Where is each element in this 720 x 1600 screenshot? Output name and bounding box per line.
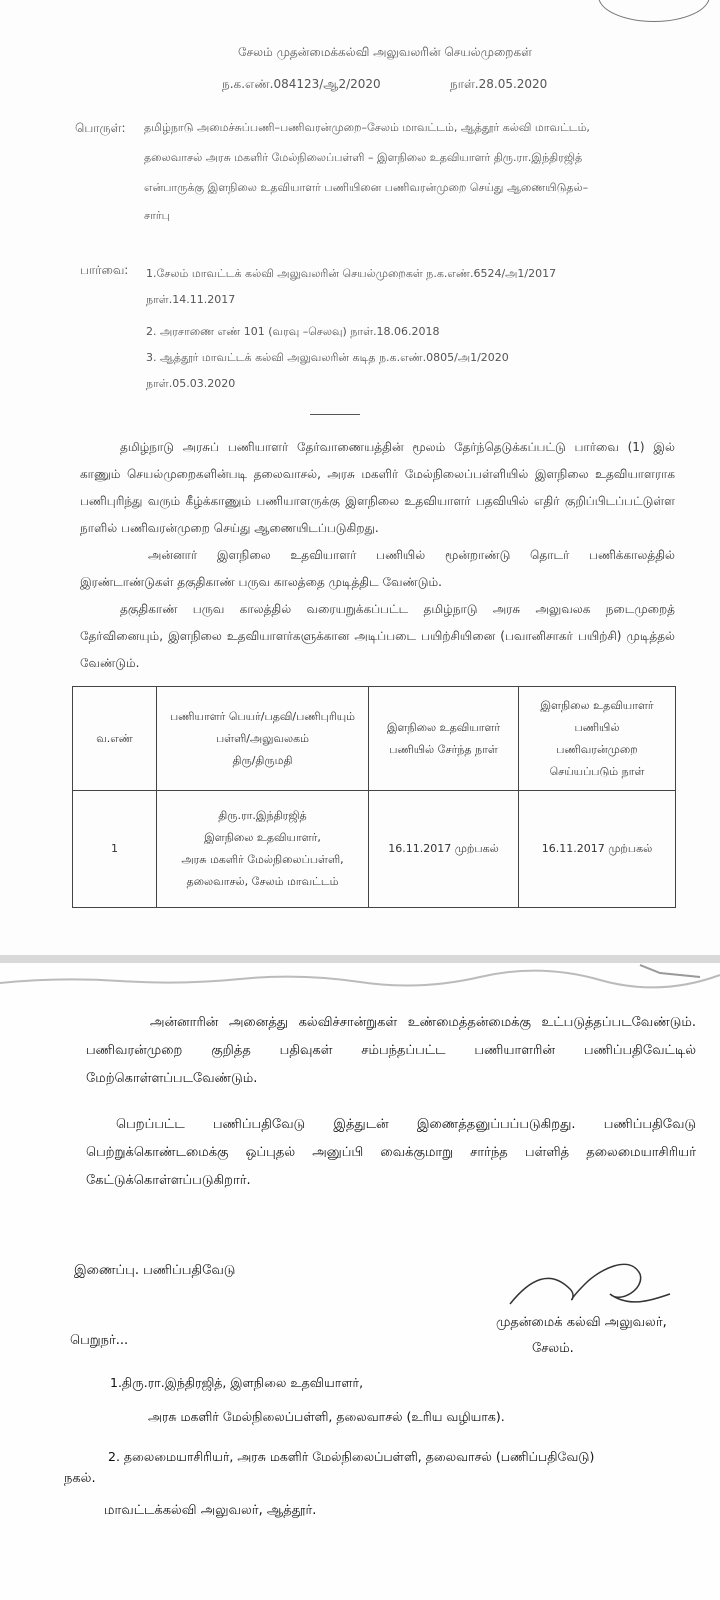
row-line: தலைவாசல், சேலம் மாவட்டம் (186, 875, 339, 888)
header-line: பணியாளர் பெயர்/பதவி/பணிபுரியும் (169, 709, 356, 723)
header-line: இளநிலை உதவியாளர் (386, 720, 501, 734)
reference-line: 1.சேலம் மாவட்டக் கல்வி அலுவலரின் செயல்முறைகள் ந.க.எண்.6524/அ1/2017 (146, 267, 557, 280)
signatory-title: முதன்மைக் கல்வி அலுவலர், (496, 1315, 667, 1330)
recipient-1-line-1: 1.திரு.ரா.இந்திரஜித், இளநிலை உதவியாளர், (110, 1375, 364, 1390)
body-paragraph-3 (80, 596, 675, 677)
reference-line: நாள்.14.11.2017 (146, 293, 236, 306)
header-join-date (369, 687, 519, 791)
header-line: செய்யப்படும் நாள் (549, 764, 645, 778)
table-header-row (73, 687, 676, 791)
recipients-label: பெறுநர்... (70, 1333, 129, 1348)
separator-line (310, 414, 360, 415)
signature-image (490, 1249, 680, 1319)
closing-paragraph-2 (86, 1111, 696, 1195)
row-employee-details (157, 791, 369, 908)
row-line: இளநிலை உதவியாளர், (204, 831, 321, 844)
body-paragraph-2 (80, 542, 675, 596)
signatory-place: சேலம். (532, 1341, 574, 1356)
recipient-1-line-2: அரசு மகளிர் மேல்நிலைப்பள்ளி, தலைவாசல் (உரிய வழியாக). (148, 1409, 505, 1424)
header-title: சேலம் முதன்மைக்கல்வி அலுவலரின் செயல்முறைகள் (238, 45, 532, 59)
letter-page-2 (0, 963, 720, 1600)
row-serial-number: 1 (73, 791, 157, 908)
reference-label: பார்வை: (80, 263, 129, 277)
header-reference-number: ந.க.எண்.084123/ஆ2/2020 (222, 77, 381, 91)
reference-line: 3. ஆத்தூர் மாவட்டக் கல்வி அலுவலரின் கடித ந.க.எண்.0805/அ1/2020 (146, 351, 509, 364)
regularization-table (72, 686, 676, 908)
header-line: பணியில் (574, 720, 620, 734)
body-paragraph-1-text: தமிழ்நாடு அரசுப் பணியாளர் தேர்வாணையத்தின் மூலம் தேர்ந்தெடுக்கப்பட்டு பார்வை (1) இல் காணும் செயல்முறைகளின்படி தலைவாசல், அரசு மகளிர் மேல்நிலைப்பள்ளியில் இளநிலை உதவியாளராக பணிபுரிந்து வரும் கீழ்க்காணும் பணியாளருக்கு இளநிலை உதவியாளர் பதவியில் எதிர் குறிப்பிடப்பட்டுள்ள நாளில் பணிவரன்முறை செய்து ஆணையிடப்படுகிறது. (80, 440, 675, 535)
page-gap (0, 955, 720, 963)
subject-label: பொருள்: (75, 121, 126, 135)
closing-paragraph-1 (86, 1009, 696, 1093)
reference-line: 2. அரசாணை எண் 101 (வரவு –செலவு) நாள்.18.06.2018 (146, 325, 440, 338)
recipient-2: 2. தலைமையாசிரியர், அரசு மகளிர் மேல்நிலைப்பள்ளி, தலைவாசல் (பணிப்பதிவேடு) (108, 1449, 595, 1464)
body-paragraph-3-text: தகுதிகாண் பருவ காலத்தில் வரையறுக்கப்பட்ட தமிழ்நாடு அரசு அலுவலக நடைமுறைத் தேர்வினையும், இளநிலை உதவியாளர்களுக்கான அடிப்படை பயிற்சியினை (பவானிசாகர் பயிற்சி) முடித்தல் வேண்டும். (80, 602, 675, 670)
row-regularization-date: 16.11.2017 முற்பகல் (519, 791, 676, 908)
row-line: திரு.ரா.இந்திரஜித் (218, 809, 307, 822)
body-paragraph-2-text: அன்னார் இளநிலை உதவியாளர் பணியில் மூன்றாண்டு தொடர் பணிக்காலத்தில் இரண்டாண்டுகள் தகுதிகாண் பருவ காலத்தை முடித்திட வேண்டும். (80, 548, 675, 589)
header-regularization-date (519, 687, 676, 791)
torn-edge (0, 963, 720, 993)
enclosure-note: இணைப்பு. பணிப்பதிவேடு (74, 1263, 236, 1278)
subject-line: தலைவாசல் அரசு மகளிர் மேல்நிலைப்பள்ளி – இளநிலை உதவியாளர் திரு.ரா.இந்திரஜித் (144, 151, 583, 164)
header-serial-number: வ.எண் (73, 687, 157, 791)
header-date: நாள்.28.05.2020 (450, 77, 548, 91)
header-line: பணிவரன்முறை (556, 742, 638, 756)
subject-line: என்பாருக்கு இளநிலை உதவியாளர் பணியினை பணிவரன்முறை செய்து ஆணையிடுதல்– (144, 181, 589, 194)
subject-line: சார்பு (144, 209, 170, 222)
row-line: அரசு மகளிர் மேல்நிலைப்பள்ளி, (181, 853, 344, 866)
copy-to: மாவட்டக்கல்வி அலுவலர், ஆத்தூர். (104, 1503, 317, 1518)
header-line: திரு/திருமதி (232, 753, 293, 767)
office-seal (598, 0, 710, 22)
body-paragraph-1 (80, 434, 675, 542)
closing-paragraph-1-text: அன்னாரின் அனைத்து கல்விச்சான்றுகள் உண்மைத்தன்மைக்கு உட்படுத்தப்படவேண்டும். பணிவரன்முறை குறித்த பதிவுகள் சம்பந்தப்பட்ட பணியாளரின் பணிப்பதிவேட்டில் மேற்கொள்ளப்படவேண்டும். (86, 1015, 696, 1086)
reference-line: நாள்.05.03.2020 (146, 377, 236, 390)
table-row (73, 791, 676, 908)
subject-line: தமிழ்நாடு அமைச்சுப்பணி–பணிவரன்முறை–சேலம் மாவட்டம், ஆத்தூர் கல்வி மாவட்டம், (144, 121, 590, 134)
copy-label: நகல். (64, 1471, 96, 1486)
header-employee-details (157, 687, 369, 791)
header-line: பள்ளி/அலுவலகம் (215, 731, 310, 745)
header-line: பணியில் சேர்ந்த நாள் (389, 742, 498, 756)
closing-paragraph-2-text: பெறப்பட்ட பணிப்பதிவேடு இத்துடன் இணைத்தனுப்பப்படுகிறது. பணிப்பதிவேடு பெற்றுக்கொண்டமைக்கு ஒப்புதல் அனுப்பி வைக்குமாறு சார்ந்த பள்ளித் தலைமையாசிரியர் கேட்டுக்கொள்ளப்படுகிறார். (86, 1117, 696, 1188)
header-line: இளநிலை உதவியாளர் (540, 698, 654, 712)
row-join-date: 16.11.2017 முற்பகல் (369, 791, 519, 908)
